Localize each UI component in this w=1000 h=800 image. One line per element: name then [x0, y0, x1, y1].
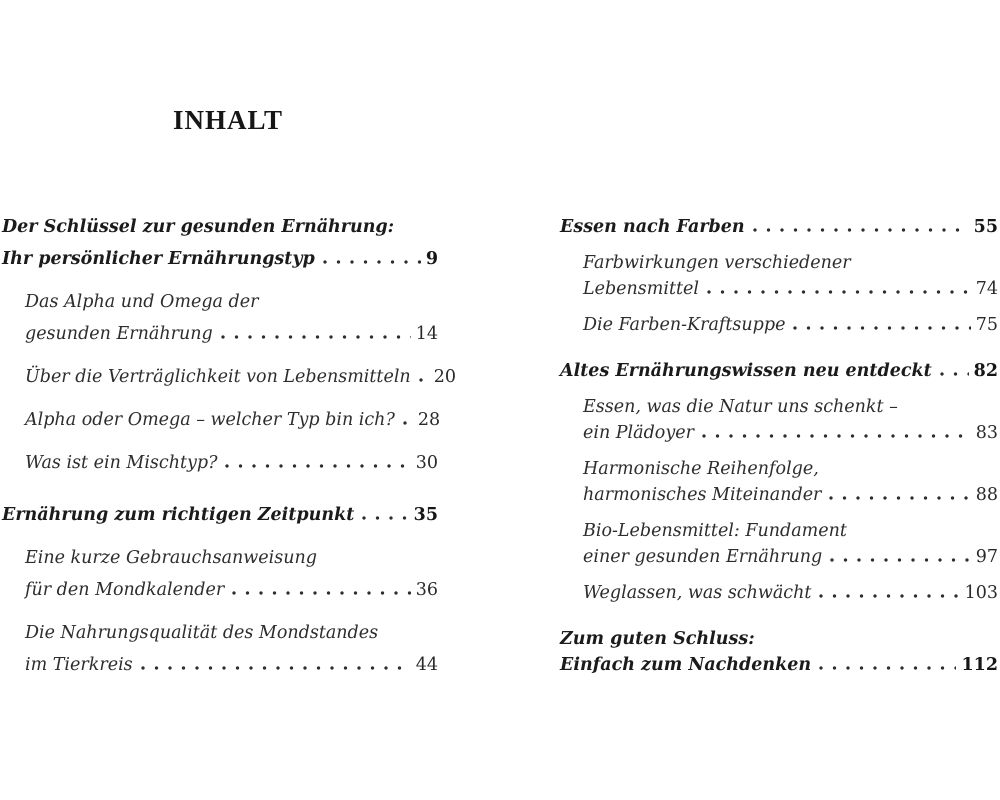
toc-entry-label: Zum guten Schluss:	[560, 629, 755, 649]
dot-leader	[829, 496, 970, 500]
dot-leader	[323, 260, 421, 264]
toc-entry-label: einer gesunden Ernährung	[583, 547, 823, 567]
dot-leader	[753, 228, 969, 232]
toc-entry-label: Das Alpha und Omega der	[25, 292, 259, 312]
page-title: INHALT	[173, 105, 284, 135]
toc-entry-label: Alpha oder Omega – welcher Typ bin ich?	[25, 410, 395, 430]
toc-entry-label: Farbwirkungen verschiedener	[583, 253, 851, 273]
toc-line	[583, 394, 998, 420]
toc-line	[2, 211, 438, 243]
page-number: 112	[961, 655, 998, 675]
toc-entry-label: Harmonische Reihenfolge,	[583, 459, 819, 479]
page-number: 75	[975, 315, 998, 335]
toc-entry-label: Altes Ernährungswissen neu entdeckt	[560, 361, 932, 381]
toc-entry-label: im Tierkreis	[25, 655, 133, 675]
toc-entry	[2, 542, 438, 606]
page-number: 20	[433, 367, 456, 387]
toc-line	[560, 652, 998, 678]
dot-leader	[702, 434, 971, 438]
toc-entry-label: Die Nahrungsqualität des Mondstandes	[25, 623, 379, 643]
toc-line	[2, 243, 438, 275]
toc-entry-label: ein Plädoyer	[583, 423, 694, 443]
page-number: 14	[415, 324, 438, 344]
dot-leader	[403, 421, 413, 425]
toc-line	[583, 580, 998, 606]
toc-line	[583, 456, 998, 482]
toc-entry	[560, 626, 998, 678]
toc-entry-label: für den Mondkalender	[25, 580, 225, 600]
toc-entry-label: Was ist ein Mischtyp?	[25, 453, 218, 473]
toc-line	[583, 276, 998, 302]
toc-line	[583, 518, 998, 544]
toc-line	[25, 361, 456, 393]
dot-leader	[830, 558, 971, 562]
toc-entry-label: Eine kurze Gebrauchsanweisung	[25, 548, 317, 568]
toc-entry	[560, 250, 998, 302]
toc-entry-label: Essen, was die Natur uns schenkt –	[583, 397, 898, 417]
toc-line	[25, 447, 438, 479]
toc-entry-label: Weglassen, was schwächt	[583, 583, 812, 603]
toc-entry	[560, 580, 998, 606]
toc-line	[583, 420, 998, 446]
toc-entry	[2, 617, 438, 681]
toc-line	[25, 574, 438, 606]
toc-entry	[2, 361, 456, 393]
page-number: 83	[975, 423, 998, 443]
toc-line	[25, 542, 438, 574]
dot-leader	[940, 372, 969, 376]
toc-line	[25, 649, 438, 681]
toc-column-left	[2, 211, 456, 681]
page-number: 103	[964, 583, 998, 603]
page-number: 28	[417, 410, 441, 430]
toc-line	[560, 626, 998, 652]
toc-entry-label: harmonisches Miteinander	[583, 485, 822, 505]
toc-entry	[2, 211, 438, 275]
toc-entry-label: Bio-Lebensmittel: Fundament	[583, 521, 847, 541]
toc-line	[583, 482, 998, 508]
toc-entry	[560, 394, 998, 446]
page-number: 74	[975, 279, 998, 299]
dot-leader	[419, 378, 429, 382]
toc-entry	[560, 358, 998, 384]
toc-line	[560, 358, 998, 384]
toc-entry	[560, 312, 998, 338]
toc-entry	[560, 214, 998, 240]
toc-entry-label: Der Schlüssel zur gesunden Ernährung:	[2, 217, 395, 237]
page-number: 30	[415, 453, 438, 473]
page-number: 97	[975, 547, 998, 567]
toc-line	[583, 544, 998, 570]
page-number: 35	[413, 505, 438, 525]
toc-entry	[2, 447, 438, 479]
toc-line	[25, 404, 441, 436]
toc-entry	[2, 499, 438, 531]
dot-leader	[707, 290, 971, 294]
toc-entry-label: gesunden Ernährung	[25, 324, 213, 344]
toc-line	[560, 214, 998, 240]
toc-line	[583, 250, 998, 276]
toc-entry-label: Essen nach Farben	[560, 217, 745, 237]
dot-leader	[225, 464, 410, 468]
page-number: 36	[415, 580, 438, 600]
toc-entry	[560, 456, 998, 508]
toc-entry	[560, 518, 998, 570]
dot-leader	[793, 326, 970, 330]
toc-entry-label: Die Farben-Kraftsuppe	[583, 315, 786, 335]
toc-line	[25, 617, 438, 649]
toc-line	[2, 499, 438, 531]
toc-entry-label: Ihr persönlicher Ernährungstyp	[2, 249, 315, 269]
dot-leader	[819, 594, 959, 598]
page-number: 88	[975, 485, 998, 505]
toc-column-right	[560, 214, 998, 678]
toc-entry-label: Ernährung zum richtigen Zeitpunkt	[2, 505, 355, 525]
toc-line	[583, 312, 998, 338]
dot-leader	[221, 335, 411, 339]
toc-entry	[2, 286, 438, 350]
dot-leader	[141, 666, 411, 670]
page-number: 55	[973, 217, 998, 237]
page-number: 9	[425, 249, 438, 269]
toc-entry-label: Lebensmittel	[583, 279, 699, 299]
dot-leader	[362, 516, 408, 520]
page-number: 44	[415, 655, 438, 675]
toc-line	[25, 318, 438, 350]
toc-line	[25, 286, 438, 318]
toc-entry-label: Einfach zum Nachdenken	[560, 655, 812, 675]
page-number: 82	[973, 361, 998, 381]
dot-leader	[819, 666, 956, 670]
toc-entry-label: Über die Verträglichkeit von Lebensmitteln	[25, 367, 411, 387]
dot-leader	[232, 591, 411, 595]
toc-entry	[2, 404, 441, 436]
